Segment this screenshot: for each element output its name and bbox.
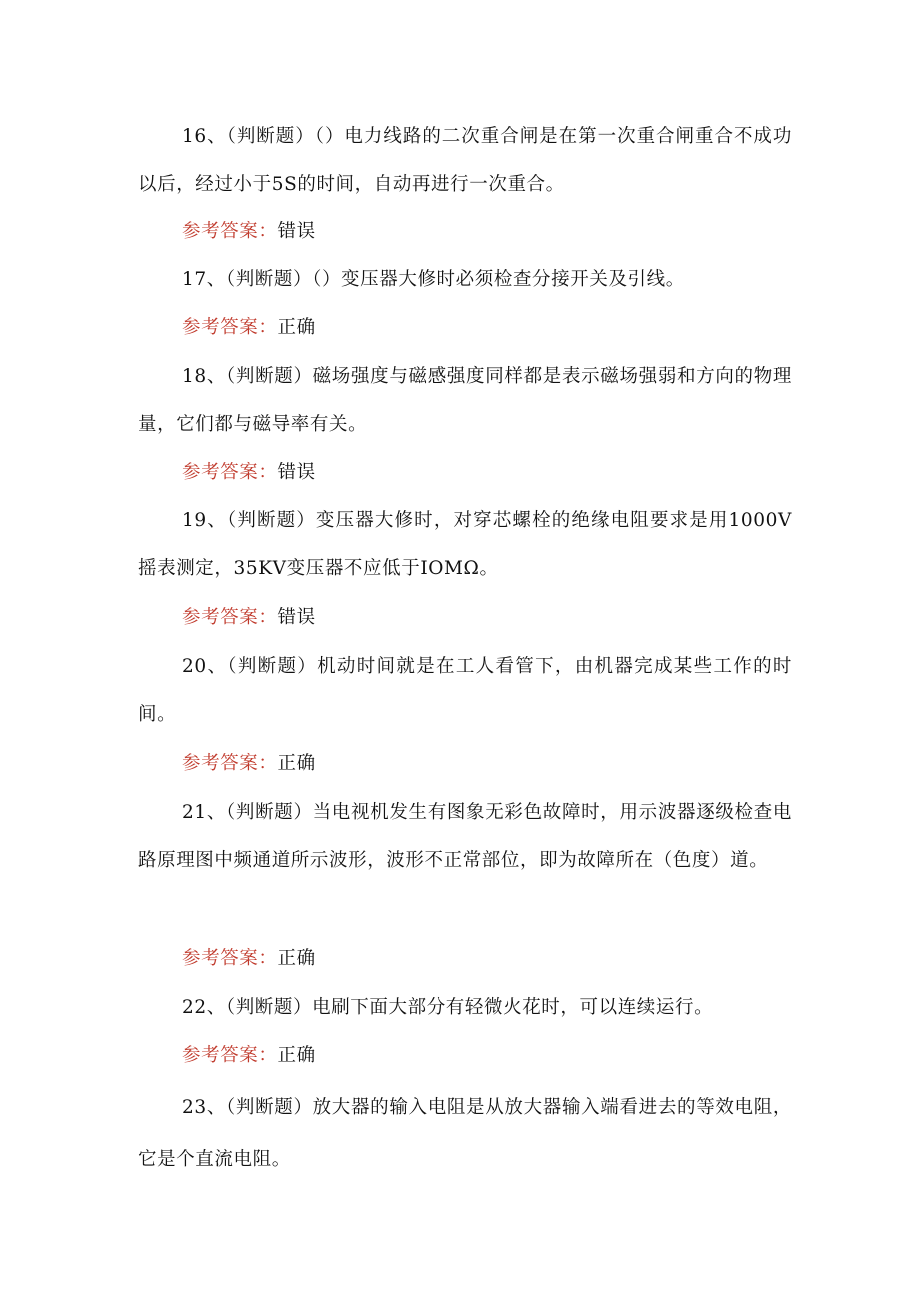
question-20: 20、（判断题）机动时间就是在工人看管下，由机器完成某些工作的时间。 [138,656,792,725]
answer-16 [182,208,316,256]
question-19: 19、（判断题）变压器大修时，对穿芯螺栓的绝缘电阻要求是用1000V摇表测定，35KV变压器不应低于IOMΩ。 [138,510,792,579]
answer-22 [182,1032,316,1080]
answer-20 [182,740,316,788]
question-22: 22、（判断题）电刷下面大部分有轻微火花时，可以连续运行。 [182,997,714,1018]
answer-label: 参考答案： [182,948,278,969]
answer-label: 参考答案： [182,607,278,628]
answer-value: 错误 [277,462,316,483]
answer-21 [182,935,316,983]
question-21: 21、（判断题）当电视机发生有图象无彩色故障时，用示波器逐级检查电路原理图中频通道所示波形，波形不正常部位，即为故障所在（色度）道。 [138,802,792,871]
question-18: 18、（判断题）磁场强度与磁感强度同样都是表示磁场强弱和方向的物理量，它们都与磁导率有关。 [138,366,792,435]
answer-label: 参考答案： [182,317,278,338]
answer-label: 参考答案： [182,753,278,774]
answer-value: 正确 [277,753,316,774]
question-16: 16、（判断题）（）电力线路的二次重合闸是在第一次重合闸重合不成功以后，经过小于5S的时间，自动再进行一次重合。 [138,126,792,195]
answer-label: 参考答案： [182,221,278,242]
answer-label: 参考答案： [182,462,278,483]
answer-value: 错误 [277,221,316,242]
answer-label: 参考答案： [182,1045,278,1066]
question-23: 23、（判断题）放大器的输入电阻是从放大器输入端看进去的等效电阻，它是个直流电阻。 [138,1097,792,1170]
answer-19 [182,594,316,642]
answer-18 [182,449,316,497]
answer-value: 错误 [277,607,316,628]
answer-value: 正确 [277,948,316,969]
answer-value: 正确 [277,1045,316,1066]
answer-17 [182,304,316,352]
answer-value: 正确 [277,317,316,338]
question-17: 17、（判断题）（）变压器大修时必须检查分接开关及引线。 [182,269,685,290]
